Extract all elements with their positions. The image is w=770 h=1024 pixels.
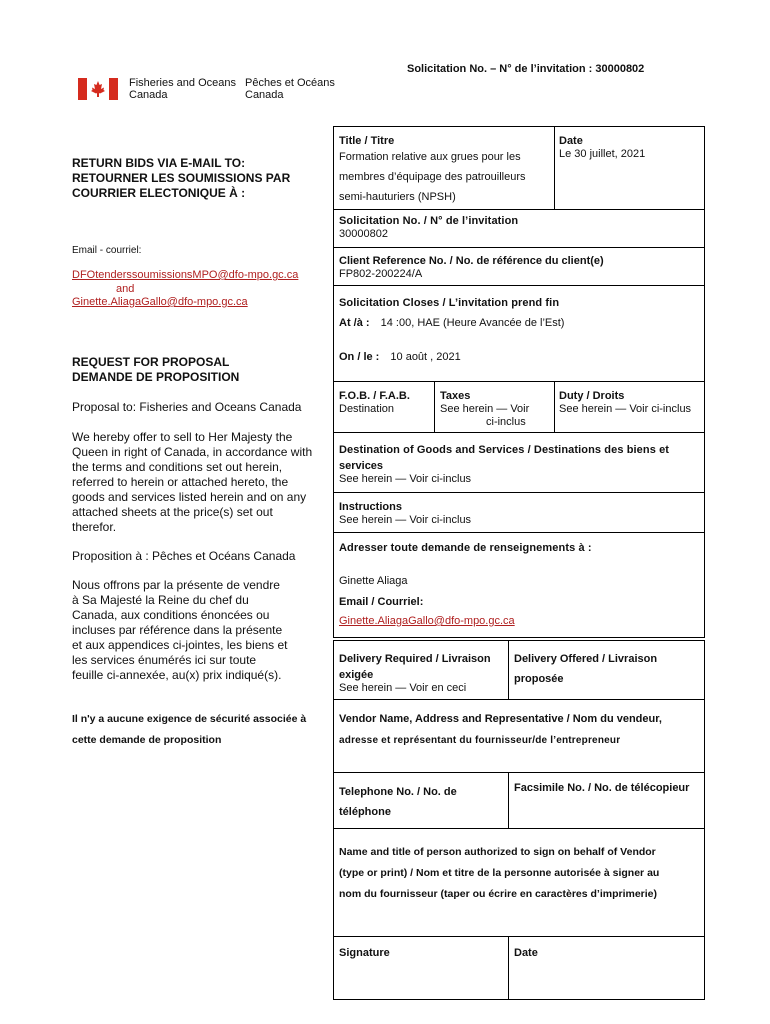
taxes-cell	[440, 390, 550, 429]
instructions-cell	[339, 501, 471, 527]
closes-at	[339, 317, 564, 330]
title-cell	[339, 135, 549, 206]
logo-en-line1: Fisheries and Oceans	[129, 77, 236, 89]
offer-en-line: We hereby offer to sell to Her Majesty the	[72, 430, 293, 444]
solicitation-value: 30000802	[339, 228, 388, 240]
offer-fr-line: Nous offrons par la présente de vendre	[72, 578, 280, 592]
logo-text-en	[129, 77, 236, 101]
proposition-fr: Proposition à : Pêches et Océans Canada	[72, 549, 296, 563]
title-value-line: semi-hauturiers (NPSH)	[339, 191, 456, 203]
return-bids-title	[72, 156, 290, 201]
delivery-required-label: exigée	[339, 669, 374, 681]
title-value-line: membres d’équipage des patrouilleurs	[339, 171, 526, 183]
security-line: cette demande de proposition	[72, 734, 222, 746]
return-title-line: RETOURNER LES SOUMISSIONS PAR	[72, 171, 291, 185]
enquiries-email-label: Email / Courriel:	[339, 596, 424, 608]
vendor-label: Vendor Name, Address and Representative / Nom du vendeur,	[339, 713, 662, 725]
signature-label: Signature	[339, 947, 390, 959]
phone-fax-box	[333, 772, 705, 829]
fax-label: Facsimile No. / No. de télécopieur	[514, 782, 690, 794]
destination-label: Destination of Goods and Services / Destinations des biens et	[339, 444, 670, 456]
date-label: Date	[559, 135, 583, 147]
instructions-value: See herein — Voir ci-inclus	[339, 514, 472, 526]
client-ref-cell	[339, 255, 604, 281]
solicitation-label: Solicitation No. / N° de l’invitation	[339, 215, 519, 227]
taxes-value: See herein — Voir	[440, 403, 530, 415]
authorized-label: (type or print) / Nom et titre de la personne autorisée à signer au	[339, 867, 660, 879]
taxes-label: Taxes	[440, 390, 471, 402]
email-links	[72, 269, 298, 310]
telephone-label: Telephone No. / No. de	[339, 786, 457, 798]
instructions-box	[333, 492, 705, 533]
offer-en	[72, 430, 312, 535]
at-value: 14 :00, HAE (Heure Avancée de l’Est)	[380, 317, 565, 329]
delivery-box	[333, 640, 705, 700]
duty-cell	[559, 390, 691, 416]
enquiries-label: Adresser toute demande de renseignements à :	[339, 542, 592, 554]
destination-value: See herein — Voir ci-inclus	[339, 473, 472, 485]
enquiries-email-link[interactable]: Ginette.AliagaGallo@dfo-mpo.gc.ca	[339, 615, 515, 627]
rfp-title-line: REQUEST FOR PROPOSAL	[72, 355, 230, 369]
fob-value: Destination	[339, 403, 395, 415]
authorized-label: Name and title of person authorized to sign on behalf of Vendor	[339, 846, 656, 858]
security-notice	[72, 709, 306, 751]
offer-en-line: the terms and conditions set out herein,	[72, 460, 283, 474]
security-line: Il n'y a aucune exigence de sécurité associée à	[72, 713, 307, 725]
offer-fr-line: Canada, aux conditions énoncées ou	[72, 608, 270, 622]
telephone-label: téléphone	[339, 806, 391, 818]
date-cell	[559, 135, 645, 161]
delivery-required-cell	[339, 649, 491, 695]
offer-en-line: referred to herein or attached hereto, the	[72, 475, 289, 489]
client-ref-value: FP802-200224/A	[339, 268, 423, 280]
closes-box	[333, 285, 705, 382]
date-value: Le 30 juillet, 2021	[559, 148, 646, 160]
vendor-cell	[339, 709, 662, 751]
authorized-box	[333, 828, 705, 937]
delivery-required-value: See herein — Voir en ceci	[339, 682, 467, 694]
destination-cell	[339, 441, 669, 486]
taxes-value: ci-inclus	[486, 416, 526, 428]
title-date-box	[333, 126, 705, 210]
enquiries-name: Ginette Aliaga	[339, 575, 408, 587]
vendor-box	[333, 699, 705, 773]
authorized-label: nom du fournisseur (taper ou écrire en caractères d’imprimerie)	[339, 888, 658, 900]
offer-fr-line: à Sa Majesté la Reine du chef du	[72, 593, 249, 607]
solicitation-cell	[339, 215, 518, 241]
client-ref-label: Client Reference No. / No. de référence du client(e)	[339, 255, 604, 267]
logo-fr-line2: Canada	[245, 89, 284, 101]
authorized-cell	[339, 842, 659, 905]
fob-taxes-duty-box	[333, 381, 705, 433]
signature-box	[333, 936, 705, 1000]
vendor-label: adresse et représentant du fournisseur/de l’entrepreneur	[339, 735, 621, 746]
proposal-to: Proposal to: Fisheries and Oceans Canada	[72, 400, 302, 414]
email-link-ginette[interactable]: Ginette.AliagaGallo@dfo-mpo.gc.ca	[72, 296, 248, 308]
on-label: On / le :	[339, 351, 380, 363]
delivery-required-label: Delivery Required / Livraison	[339, 653, 491, 665]
offer-fr-line: feuille ci-annexée, au(x) prix indiqué(s).	[72, 668, 282, 682]
on-value: 10 août , 2021	[390, 351, 461, 363]
closes-label: Solicitation Closes / L’invitation prend fin	[339, 297, 560, 309]
at-label: At /à :	[339, 317, 370, 329]
logo-fr-line1: Pêches et Océans	[245, 77, 335, 89]
duty-label: Duty / Droits	[559, 390, 625, 402]
telephone-cell	[339, 782, 457, 822]
offer-en-line: goods and services listed herein and on any	[72, 490, 307, 504]
logo-text-fr	[245, 77, 335, 101]
offer-en-line: attached sheets at the price(s) set out	[72, 505, 273, 519]
duty-value: See herein — Voir ci-inclus	[559, 403, 692, 415]
offer-fr-line: les services énumérés ici sur toute	[72, 653, 257, 667]
logo-en-line2: Canada	[129, 89, 168, 101]
destination-box	[333, 432, 705, 493]
enquiries-box	[333, 532, 705, 638]
closes-on	[339, 351, 461, 364]
offer-en-line: therefor.	[72, 520, 117, 534]
return-title-line: RETURN BIDS VIA E-MAIL TO:	[72, 156, 246, 170]
delivery-offered-label: proposée	[514, 673, 564, 685]
fob-cell	[339, 390, 410, 416]
solicitation-header: Solicitation No. – N° de l’invitation : 30000802	[407, 63, 645, 75]
destination-label: services	[339, 460, 384, 472]
email-label: Email - courriel:	[72, 245, 142, 256]
offer-fr-line: et aux appendices ci-jointes, les biens et	[72, 638, 288, 652]
solicitation-box	[333, 209, 705, 248]
offer-en-line: Queen in right of Canada, in accordance with	[72, 445, 313, 459]
canada-flag-icon	[78, 78, 118, 100]
instructions-label: Instructions	[339, 501, 402, 513]
email-link-tenders[interactable]: DFOtenderssoumissionsMPO@dfo-mpo.gc.ca	[72, 269, 299, 281]
return-title-line: COURRIER ELECTONIQUE À :	[72, 186, 246, 200]
title-label: Title / Titre	[339, 135, 395, 147]
signature-date-label: Date	[514, 947, 538, 959]
client-ref-box	[333, 247, 705, 286]
and-text: and	[116, 282, 135, 295]
offer-fr-line: incluses par référence dans la présente	[72, 623, 283, 637]
title-value-line: Formation relative aux grues pour les	[339, 151, 521, 163]
rfp-title-line: DEMANDE DE PROPOSITION	[72, 370, 240, 384]
delivery-offered-label: Delivery Offered / Livraison	[514, 653, 658, 665]
rfp-title	[72, 355, 239, 385]
fob-label: F.O.B. / F.A.B.	[339, 390, 410, 402]
delivery-offered-cell	[514, 649, 657, 689]
offer-fr	[72, 578, 287, 683]
